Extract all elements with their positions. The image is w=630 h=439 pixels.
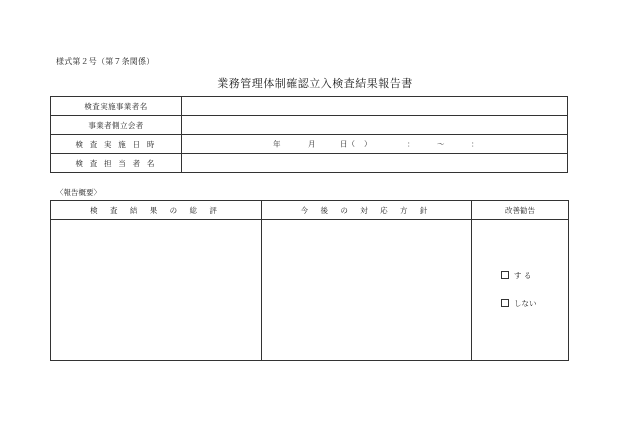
inspector-name-field[interactable] (182, 154, 568, 173)
form-reference: 様式第２号（第７条関係） (56, 57, 155, 66)
weekday-close-paren: ） (364, 139, 372, 149)
company-name-field[interactable] (182, 97, 568, 116)
inspection-datetime-field[interactable] (182, 135, 568, 154)
attendee-field[interactable] (182, 116, 568, 135)
column-header-overall-evaluation: 検 査 結 果 の 総 評 (51, 201, 262, 220)
recommendation-option-no[interactable] (501, 298, 537, 309)
inspection-info-table (50, 96, 568, 173)
table-row (51, 135, 568, 154)
company-name-label: 検査実施事業者名 (51, 97, 182, 116)
overview-section-label: 〈報告概要〉 (56, 188, 101, 197)
document-title: 業務管理体制確認立入検査結果報告書 (217, 77, 413, 90)
inspector-name-label: 検 査 担 当 者 名 (51, 154, 182, 173)
table-row (51, 97, 568, 116)
improvement-recommendation-cell (472, 220, 569, 361)
recommendation-option-yes[interactable] (501, 270, 531, 281)
attendee-label: 事業者側立会者 (51, 116, 182, 135)
table-row (51, 116, 568, 135)
table-row (51, 154, 568, 173)
checkbox-icon[interactable] (501, 271, 509, 279)
inspection-datetime-label: 検 査 実 施 日 時 (51, 135, 182, 154)
overall-evaluation-field[interactable] (51, 220, 262, 361)
checkbox-icon[interactable] (501, 299, 509, 307)
option-label: す る (514, 271, 532, 280)
month-unit: 月 (308, 139, 316, 149)
day-unit: 日（ (340, 139, 355, 149)
end-time-colon: ： (471, 139, 479, 149)
future-policy-field[interactable] (262, 220, 472, 361)
column-header-future-policy: 今 後 の 対 応 方 針 (262, 201, 472, 220)
report-overview-table (50, 200, 569, 361)
column-header-improvement-recommendation: 改善勧告 (472, 201, 569, 220)
option-label: しない (514, 299, 537, 308)
table-row (51, 220, 569, 361)
time-range-tilde: 〜 (437, 139, 445, 149)
year-unit: 年 (273, 139, 281, 149)
start-time-colon: ： (407, 139, 415, 149)
table-header-row (51, 201, 569, 220)
